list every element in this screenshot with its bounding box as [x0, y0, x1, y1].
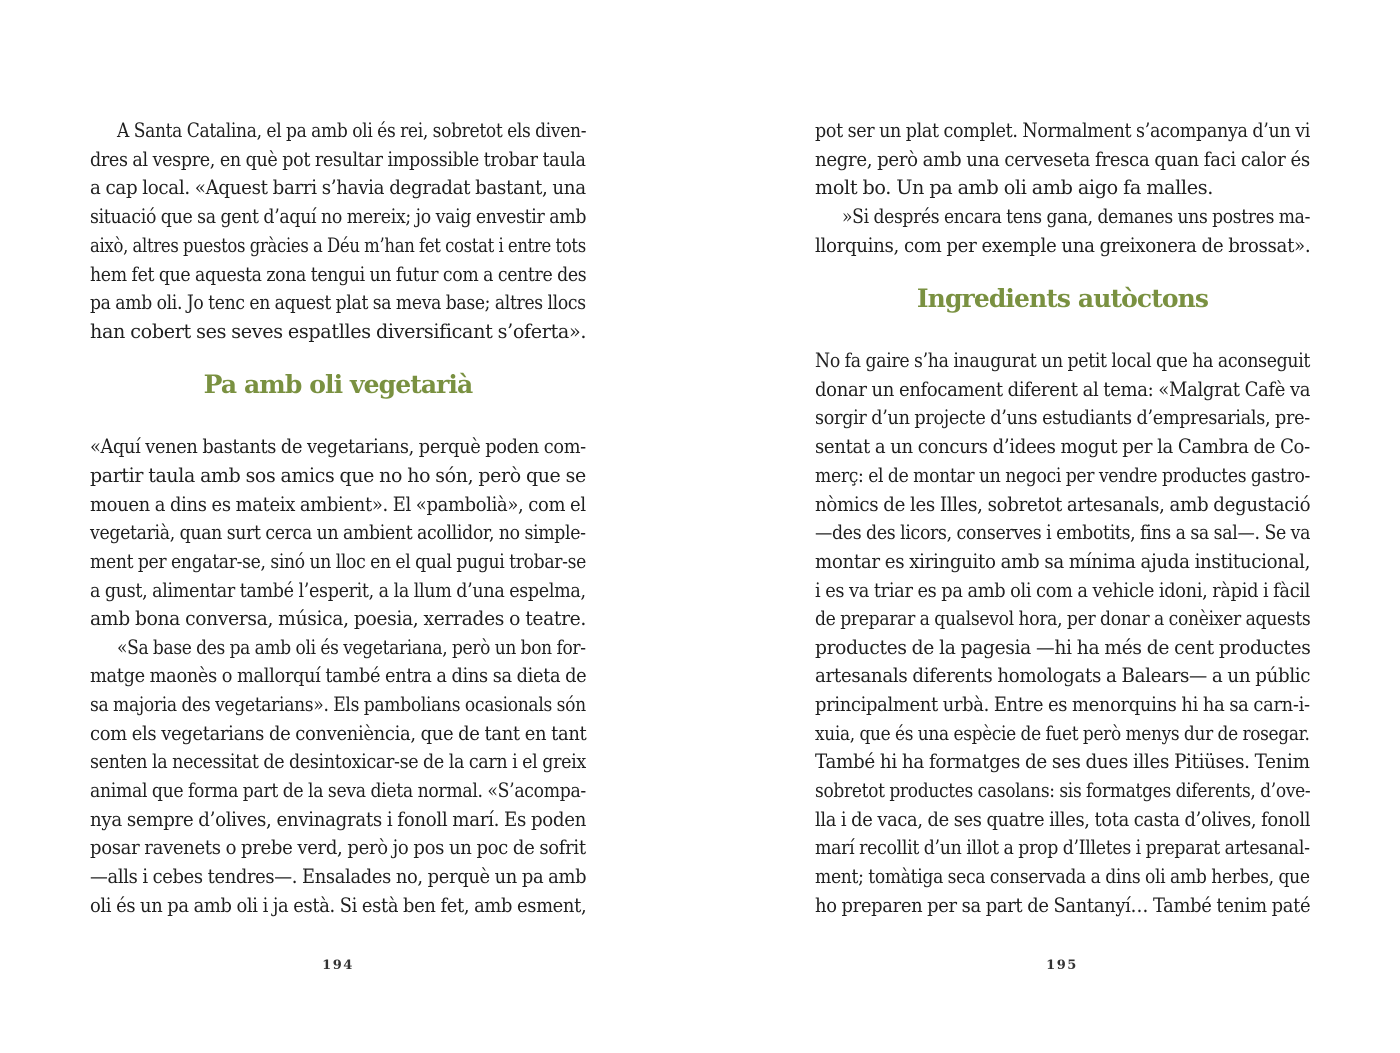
- text-line: llorquins, com per exemple una greixonera de brossat».: [815, 234, 1311, 257]
- text-line: i es va triar es pa amb oli com a vehicle idoni, ràpid i fàcil: [815, 579, 1311, 602]
- text-line: principalment urbà. Entre es menorquins hi ha sa carn-i-: [815, 693, 1310, 716]
- text-line: sa majoria des vegetarians». Els pambolians ocasionals són: [90, 693, 586, 716]
- text-line: nòmics de les Illes, sobretot artesanals, amb degustació: [815, 493, 1311, 516]
- text-line: han cobert ses seves espatlles diversificant s’oferta».: [90, 320, 587, 343]
- text-line: «Sa base des pa amb oli és vegetariana, però un bon for-: [117, 636, 586, 659]
- text-line: sobretot productes casolans: sis formatges diferents, d’ove-: [815, 779, 1311, 802]
- text-line: mouen a dins es mateix ambient». El «pambolià», com el: [90, 493, 586, 516]
- text-line: situació que sa gent d’aquí no mereix; jo vaig envestir amb: [90, 205, 587, 228]
- text-line: xuia, que és una espècie de fuet però menys dur de rosegar.: [815, 722, 1310, 745]
- text-line: ment per engatar-se, sinó un lloc en el qual pugui trobar-se: [90, 550, 586, 573]
- text-line: matge maonès o mallorquí també entra a dins sa dieta de: [90, 664, 587, 687]
- text-line: ho preparen per sa part de Santanyí… També tenim paté: [815, 894, 1311, 917]
- text-line: productes de la pagesia —hi ha més de cent productes: [815, 636, 1311, 659]
- text-line: pot ser un plat complet. Normalment s’acompanya d’un vi: [815, 119, 1311, 142]
- section-heading: Ingredients autòctons: [916, 284, 1209, 313]
- text-line: molt bo. Un pa amb oli amb aigo fa malles.: [815, 176, 1213, 199]
- text-line: sentat a un concurs d’idees mogut per la Cambra de Co-: [815, 435, 1310, 458]
- text-line: animal que forma part de la seva dieta normal. «S’acompa-: [90, 779, 586, 802]
- page-number: 194: [322, 958, 354, 973]
- page-number: 195: [1046, 958, 1078, 973]
- text-line: senten la necessitat de desintoxicar-se de la carn i el greix: [90, 750, 586, 773]
- text-line: oli és un pa amb oli i ja està. Si està ben fet, amb esment,: [90, 894, 587, 917]
- text-line: de preparar a qualsevol hora, per donar a conèixer aquests: [815, 607, 1311, 630]
- text-line: ment; tomàtiga seca conservada a dins oli amb herbes, que: [815, 865, 1310, 888]
- text-line: lla i de vaca, de ses quatre illes, tota casta d’olives, fonoll: [815, 808, 1311, 831]
- text-line: amb bona conversa, música, poesia, xerrades o teatre.: [90, 607, 587, 630]
- text-line: montar es xiringuito amb sa mínima ajuda institucional,: [815, 550, 1311, 573]
- text-line: donar un enfocament diferent al tema: «Malgrat Cafè va: [815, 378, 1311, 401]
- right-page: [700, 0, 1400, 1053]
- text-line: com els vegetarians de conveniència, que de tant en tant: [90, 722, 587, 745]
- text-line: artesanals diferents homologats a Balears— a un públic: [815, 664, 1311, 687]
- text-line: posar ravenets o prebe verd, però jo pos un poc de sofrit: [90, 836, 586, 859]
- text-line: —alls i cebes tendres—. Ensalades no, perquè un pa amb: [90, 865, 587, 888]
- section-heading: Pa amb oli vegetarià: [203, 370, 473, 399]
- text-line: sorgir d’un projecte d’uns estudiants d’empresarials, pre-: [815, 406, 1310, 429]
- text-line: A Santa Catalina, el pa amb oli és rei, sobretot els diven-: [117, 119, 587, 142]
- text-line: partir taula amb sos amics que no ho són, però que se: [90, 464, 586, 487]
- text-line: «Aquí venen bastants de vegetarians, perquè poden com-: [90, 435, 586, 458]
- text-line: marí recollit d’un illot a prop d’Illetes i preparat artesanal-: [815, 836, 1310, 859]
- text-line: També hi ha formatges de ses dues illes Pitiüses. Tenim: [815, 750, 1310, 773]
- text-line: a cap local. «Aquest barri s’havia degradat bastant, una: [90, 176, 586, 199]
- text-line: nya sempre d’olives, envinagrats i fonoll marí. Es poden: [90, 808, 587, 831]
- text-line: pa amb oli. Jo tenc en aquest plat sa meva base; altres llocs: [90, 291, 586, 314]
- text-line: negre, però amb una cerveseta fresca quan faci calor és: [815, 148, 1310, 171]
- text-line: No fa gaire s’ha inaugurat un petit local que ha aconseguit: [815, 349, 1311, 372]
- text-line: a gust, alimentar també l’esperit, a la llum d’una espelma,: [90, 579, 586, 602]
- text-line: dres al vespre, en què pot resultar impossible trobar taula: [90, 148, 586, 171]
- text-line: això, altres puestos gràcies a Déu m’han fet costat i entre tots: [90, 234, 586, 257]
- text-line: vegetarià, quan surt cerca un ambient acollidor, no simple-: [90, 521, 586, 544]
- text-line: —des des licors, conserves i embotits, fins a sa sal—. Se va: [815, 521, 1311, 544]
- text-line: merç: el de montar un negoci per vendre productes gastro-: [815, 464, 1311, 487]
- text-line: »Si després encara tens gana, demanes uns postres ma-: [842, 205, 1311, 228]
- text-line: hem fet que aquesta zona tengui un futur com a centre des: [90, 263, 587, 286]
